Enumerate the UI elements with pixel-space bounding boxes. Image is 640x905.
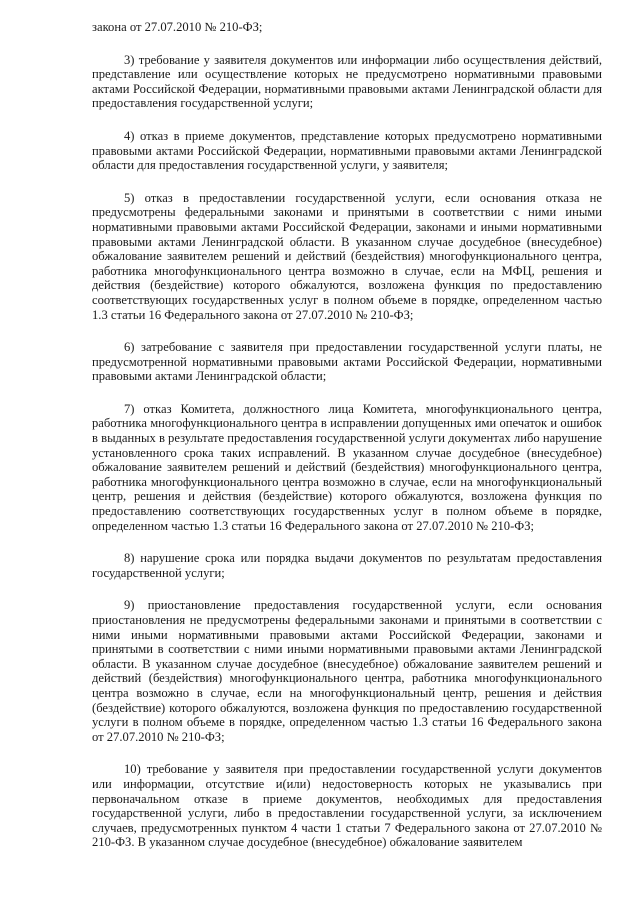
- paragraph-item-9: 9) приостановление предоставления государственной услуги, если основания приостановления не предусмотрены федеральными законами и принятыми в соответствии с ними иными нормативными правовыми актами Российской Федерации, законами и принятыми в соответствии с ними иными нормативными правовыми актами Ленинградской области. В указанном случае досудебное (внесудебное) обжалование заявителем решений и действий (бездействия) многофункционального центра, работника многофункционального центра возможно в случае, если на многофункциональный центр, решения и действия (бездействие) которого обжалуются, возложена функция по предоставлению государственной услуги в полном объеме в порядке, определенном частью 1.3 статьи 16 Федерального закона от 27.07.2010 № 210-ФЗ;: [92, 598, 602, 744]
- paragraph-item-5: 5) отказ в предоставлении государственной услуги, если основания отказа не предусмотрены федеральными законами и принятыми в соответствии с ними иными нормативными правовыми актами Российской Федерации, законами и иными нормативными правовыми актами Ленинградской области. В указанном случае досудебное (внесудебное) обжалование заявителем решений и действий (бездействия) многофункционального центра, работника многофункционального центра возможно в случае, если на МФЦ, решения и действия (бездействие) которого обжалуются, возложена функция по предоставлению соответствующих государственных услуг в полном объеме в порядке, определенном частью 1.3 статьи 16 Федерального закона от 27.07.2010 № 210-ФЗ;: [92, 190, 602, 322]
- paragraph-item-7: 7) отказ Комитета, должностного лица Комитета, многофункционального центра, работника многофункционального центра в исправлении допущенных ими опечаток и ошибок в выданных в результате предоставления государственной услуги документах либо нарушение установленного срока таких исправлений. В указанном случае досудебное (внесудебное) обжалование заявителем решений и действий (бездействия) многофункционального центра, работника многофункционального центра возможно в случае, если на многофункциональный центр, решения и действия (бездействие) которого обжалуются, возложена функция по предоставлению соответствующих государственных услуг в полном объеме в порядке, определенном частью 1.3 статьи 16 Федерального закона от 27.07.2010 № 210-ФЗ;: [92, 401, 602, 533]
- paragraph-item-6: 6) затребование с заявителя при предоставлении государственной услуги платы, не предусмотренной нормативными правовыми актами Российской Федерации, нормативными правовыми актами Ленинградской области;: [92, 340, 602, 384]
- paragraph-item-10: 10) требование у заявителя при предоставлении государственной услуги документов или информации, отсутствие и(или) недостоверность которых не указывались при первоначальном отказе в приеме документов, необходимых для предоставления государственной услуги, либо в предоставлении государственной услуги, за исключением случаев, предусмотренных пунктом 4 части 1 статьи 7 Федерального закона от 27.07.2010 № 210-ФЗ. В указанном случае досудебное (внесудебное) обжалование заявителем: [92, 762, 602, 850]
- paragraph-item-8: 8) нарушение срока или порядка выдачи документов по результатам предоставления государственной услуги;: [92, 551, 602, 580]
- paragraph-item-3: 3) требование у заявителя документов или информации либо осуществления действий, представление или осуществление которых не предусмотрено нормативными правовыми актами Российской Федерации, нормативными правовыми актами Ленинградской области для предоставления государственной услуги;: [92, 52, 602, 111]
- paragraph-item-4: 4) отказ в приеме документов, представление которых предусмотрено нормативными правовыми актами Российской Федерации, нормативными правовыми актами Ленинградской области для предоставления государственной услуги, у заявителя;: [92, 128, 602, 173]
- document-body: [92, 20, 602, 850]
- paragraph-continuation: закона от 27.07.2010 № 210-ФЗ;: [92, 20, 263, 34]
